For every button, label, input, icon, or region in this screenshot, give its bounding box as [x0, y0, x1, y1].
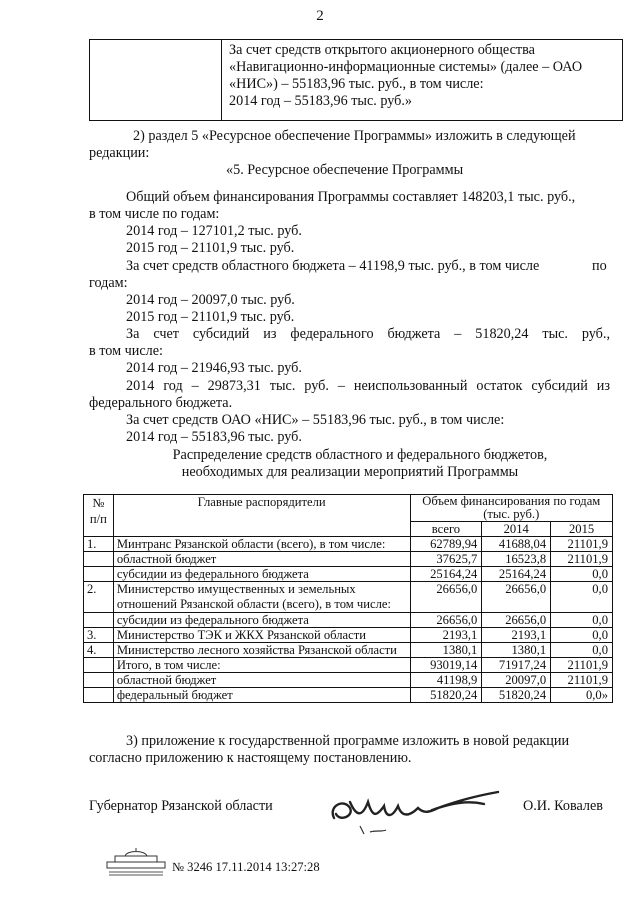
- total-funding-2014: 2014 год – 127101,2 тыс. руб.: [126, 223, 302, 239]
- row-2014: 16523,8: [482, 552, 551, 567]
- row-total: 93019,14: [410, 658, 482, 673]
- row-2015: 0,0: [551, 567, 613, 582]
- continuation-text: [229, 42, 582, 110]
- row-number: [84, 673, 114, 688]
- row-name: Министерство имущественных и земельных отношений Рязанской области (всего), в том числе:: [113, 582, 410, 613]
- header-total: всего: [410, 522, 482, 537]
- row-name: областной бюджет: [113, 673, 410, 688]
- row-2014: 25164,24: [482, 567, 551, 582]
- governor-name: О.И. Ковалев: [523, 798, 603, 814]
- table-header-row: [84, 495, 613, 522]
- header-funding-volume: Объем финансирования по годам (тыс. руб.): [410, 495, 612, 522]
- regional-budget-2014: 2014 год – 20097,0 тыс. руб.: [126, 292, 295, 308]
- row-2014: 1380,1: [482, 643, 551, 658]
- row-number: [84, 613, 114, 628]
- row-total: 51820,24: [410, 688, 482, 703]
- row-total: 41198,9: [410, 673, 482, 688]
- regional-budget-line: За счет средств областного бюджета – 41198,9 тыс. руб., в том числе: [126, 258, 540, 274]
- row-2015: 21101,9: [551, 658, 613, 673]
- federal-subsidy-line: За счет субсидий из федерального бюджета – 51820,24 тыс. руб.,: [126, 326, 610, 342]
- row-2014: 26656,0: [482, 582, 551, 613]
- row-name: субсидии из федерального бюджета: [113, 613, 410, 628]
- total-funding-2015: 2015 год – 21101,9 тыс. руб.: [126, 240, 295, 256]
- table-divider: [221, 40, 222, 120]
- table-row: [84, 643, 613, 658]
- total-funding-line: Общий объем финансирования Программы составляет 148203,1 тыс. руб.,: [126, 189, 576, 205]
- distribution-title: Распределение средств областного и федерального бюджетов,: [172, 447, 548, 463]
- row-name: Министерство ТЭК и ЖКХ Рязанской области: [113, 628, 410, 643]
- row-total: 26656,0: [410, 582, 482, 613]
- row-2014: 2193,1: [482, 628, 551, 643]
- federal-unused-line: 2014 год – 29873,31 тыс. руб. – неиспользованный остаток субсидий из: [126, 378, 610, 394]
- appendix-line: 3) приложение к государственной программе изложить в новой редакции: [126, 733, 570, 749]
- row-name: областной бюджет: [113, 552, 410, 567]
- row-number: [84, 658, 114, 673]
- row-total: 26656,0: [410, 613, 482, 628]
- continuation-line: «Навигационно-информационные системы» (далее – ОАО: [229, 59, 583, 75]
- row-2014: 26656,0: [482, 613, 551, 628]
- row-2014: 51820,24: [482, 688, 551, 703]
- section-amend-line: редакции:: [89, 145, 150, 161]
- row-2015: 0,0: [551, 643, 613, 658]
- row-2015: 0,0: [551, 582, 613, 613]
- row-name: федеральный бюджет: [113, 688, 410, 703]
- row-number: [84, 688, 114, 703]
- section-amend-line: 2) раздел 5 «Ресурсное обеспечение Программы» изложить в следующей: [133, 128, 576, 144]
- row-number: 4.: [84, 643, 114, 658]
- row-name: Минтранс Рязанской области (всего), в том числе:: [113, 537, 410, 552]
- row-name: Итого, в том числе:: [113, 658, 410, 673]
- row-2015: 21101,9: [551, 673, 613, 688]
- nis-funding-line: За счет средств ОАО «НИС» – 55183,96 тыс. руб., в том числе:: [126, 412, 505, 428]
- federal-unused-line: федерального бюджета.: [89, 395, 233, 411]
- page-number: 2: [316, 8, 324, 24]
- row-2014: 20097,0: [482, 673, 551, 688]
- row-2015: 21101,9: [551, 537, 613, 552]
- governor-title: Губернатор Рязанской области: [89, 798, 273, 814]
- row-2015: 21101,9: [551, 552, 613, 567]
- continuation-table-cell: [89, 39, 623, 121]
- appendix-line: согласно приложению к настоящему постановлению.: [89, 750, 412, 766]
- total-funding-line: в том числе по годам:: [89, 206, 220, 222]
- table-row: [84, 658, 613, 673]
- continuation-line: 2014 год – 55183,96 тыс. руб.»: [229, 93, 413, 109]
- row-number: 3.: [84, 628, 114, 643]
- nis-funding-2014: 2014 год – 55183,96 тыс. руб.: [126, 429, 302, 445]
- regional-budget-line: годам:: [89, 275, 128, 291]
- row-total: 62789,94: [410, 537, 482, 552]
- row-2014: 71917,24: [482, 658, 551, 673]
- row-2015: 0,0»: [551, 688, 613, 703]
- table-row: [84, 688, 613, 703]
- row-total: 2193,1: [410, 628, 482, 643]
- federal-subsidy-2014: 2014 год – 21946,93 тыс. руб.: [126, 360, 302, 376]
- continuation-line: За счет средств открытого акционерного общества: [229, 42, 535, 58]
- distribution-title: необходимых для реализации мероприятий Программы: [181, 464, 519, 480]
- table-row: [84, 552, 613, 567]
- funding-distribution-table: [83, 494, 613, 703]
- row-2015: 0,0: [551, 628, 613, 643]
- row-total: 25164,24: [410, 567, 482, 582]
- row-number: 2.: [84, 582, 114, 613]
- row-number: [84, 552, 114, 567]
- row-name: Министерство лесного хозяйства Рязанской области: [113, 643, 410, 658]
- section-title: «5. Ресурсное обеспечение Программы: [226, 162, 464, 178]
- row-total: 37625,7: [410, 552, 482, 567]
- regional-budget-line: по: [592, 258, 607, 274]
- header-number: № п/п: [84, 495, 114, 537]
- row-number: 1.: [84, 537, 114, 552]
- row-2015: 0,0: [551, 613, 613, 628]
- table-row: [84, 582, 613, 613]
- header-main-distributors: Главные распорядители: [113, 495, 410, 537]
- header-2015: 2015: [551, 522, 613, 537]
- table-row: [84, 567, 613, 582]
- regional-budget-2015: 2015 год – 21101,9 тыс. руб.: [126, 309, 295, 325]
- row-name: субсидии из федерального бюджета: [113, 567, 410, 582]
- row-number: [84, 567, 114, 582]
- header-2014: 2014: [482, 522, 551, 537]
- continuation-line: «НИС») – 55183,96 тыс. руб., в том числе:: [229, 76, 484, 92]
- federal-subsidy-line: в том числе:: [89, 343, 163, 359]
- table-row: [84, 537, 613, 552]
- table-row: [84, 628, 613, 643]
- table-row: [84, 673, 613, 688]
- row-2014: 41688,04: [482, 537, 551, 552]
- emblem-logo: [103, 846, 169, 876]
- registration-stamp: № 3246 17.11.2014 13:27:28: [172, 860, 320, 874]
- signature-image: [326, 788, 516, 844]
- row-total: 1380,1: [410, 643, 482, 658]
- table-row: [84, 613, 613, 628]
